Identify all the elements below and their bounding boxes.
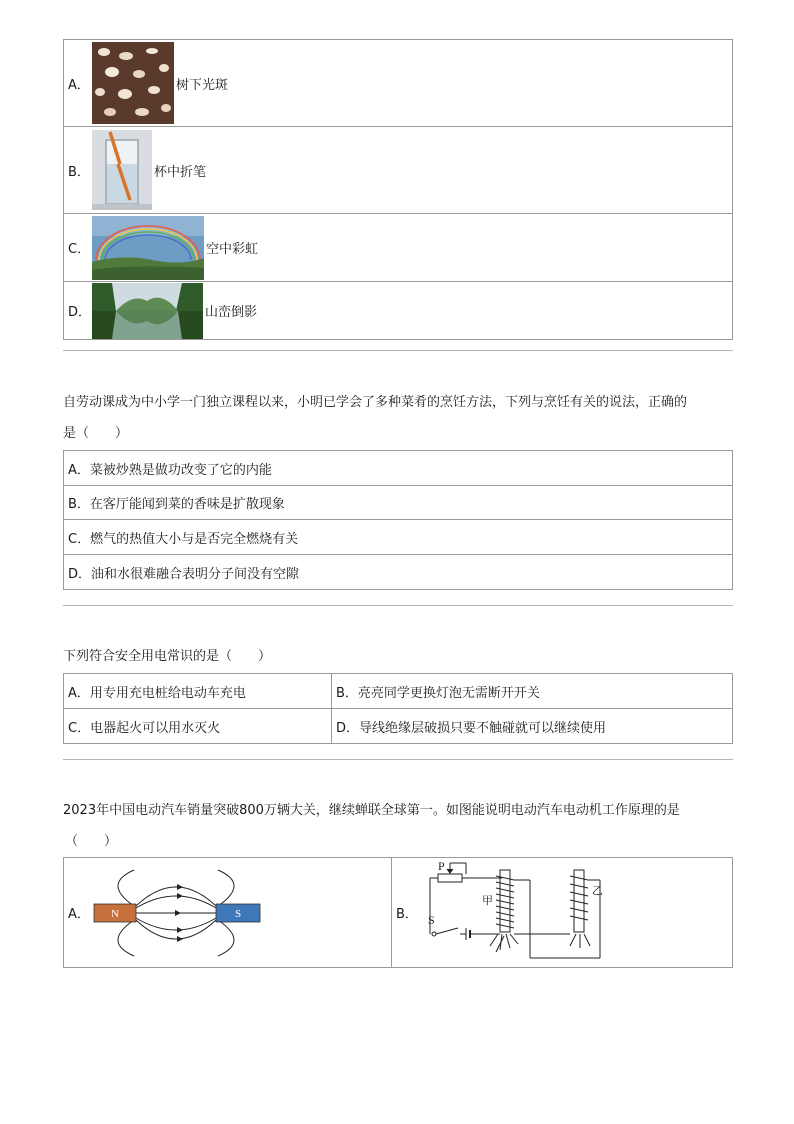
switch-s-label: S — [428, 912, 435, 927]
coil-yi-label: 乙 — [592, 883, 603, 897]
section-divider — [63, 759, 733, 760]
option-text: B．在客厅能闻到菜的香味是扩散现象 — [64, 486, 733, 520]
option-caption: 空中彩虹 — [206, 242, 259, 257]
q2-option-d[interactable] — [64, 555, 733, 590]
q1-option-c[interactable] — [64, 214, 733, 282]
pencil-in-glass-photo — [92, 130, 152, 210]
option-letter: C． — [68, 242, 91, 257]
option-caption: 树下光斑 — [176, 77, 229, 93]
q4-stem-line1: 2023年中国电动汽车销量突破800万辆大关，继续蝉联全球第一。如图能说明电动汽车电动机工作原理的是 — [63, 803, 680, 818]
option-caption: 山峦倒影 — [205, 305, 258, 320]
section-divider — [63, 605, 733, 606]
q2-stem — [63, 387, 735, 449]
q1-options-table — [63, 39, 733, 340]
q3-option-c[interactable]: C．电器起火可以用水灭火 — [64, 709, 332, 744]
option-letter: A． — [68, 77, 90, 93]
q1-option-b[interactable] — [64, 127, 733, 214]
rainbow-photo — [92, 216, 204, 280]
bar-magnet-field-diagram — [92, 864, 264, 962]
q3-option-a[interactable]: A．用专用充电桩给电动车充电 — [64, 674, 332, 709]
option-text: D．油和水很难融合表明分子间没有空隙 — [64, 555, 733, 590]
q3-stem — [63, 641, 735, 672]
q2-stem-line1: 自劳动课成为中小学一门独立课程以来，小明已学会了多种菜肴的烹饪方法，下列与烹饪有关的说法，正确的 — [63, 395, 688, 410]
q4-stem-line2: （ ） — [65, 834, 118, 849]
q4-options-table — [63, 857, 733, 968]
q4-option-a[interactable] — [64, 858, 392, 968]
option-letter: B． — [68, 164, 90, 180]
q2-options-table — [63, 450, 733, 590]
q2-stem-line2: 是（ ） — [63, 426, 129, 441]
q1-option-d[interactable] — [64, 282, 733, 340]
q4-option-b[interactable] — [392, 858, 733, 968]
q3-options-table — [63, 673, 733, 744]
option-caption: 杯中折笔 — [154, 164, 207, 180]
rheostat-p-label: P — [438, 859, 445, 873]
q3-stem-line: 下列符合安全用电常识的是（ ） — [63, 649, 272, 664]
q2-option-c[interactable] — [64, 520, 733, 555]
electromagnet-circuit-diagram — [420, 860, 616, 966]
q2-option-a[interactable] — [64, 451, 733, 486]
option-text: C．燃气的热值大小与是否完全燃烧有关 — [64, 520, 733, 555]
section-divider — [63, 350, 733, 351]
coil-jia-label: 甲 — [482, 893, 493, 907]
mountain-reflection-photo — [92, 283, 203, 339]
magnet-s-label: S — [234, 907, 242, 920]
q3-option-b[interactable]: B．亮亮同学更换灯泡无需断开开关 — [332, 674, 733, 709]
option-letter: D． — [68, 305, 92, 320]
q3-option-d[interactable]: D．导线绝缘层破损只要不触碰就可以继续使用 — [332, 709, 733, 744]
option-text: A．菜被炒熟是做功改变了它的内能 — [64, 451, 733, 486]
option-letter: B． — [396, 907, 418, 922]
q2-option-b[interactable] — [64, 486, 733, 520]
sunlight-spots-photo — [92, 42, 174, 124]
q1-option-a[interactable] — [64, 40, 733, 127]
option-letter: A． — [68, 907, 90, 922]
q4-stem — [63, 795, 735, 857]
magnet-n-label: N — [111, 907, 119, 920]
